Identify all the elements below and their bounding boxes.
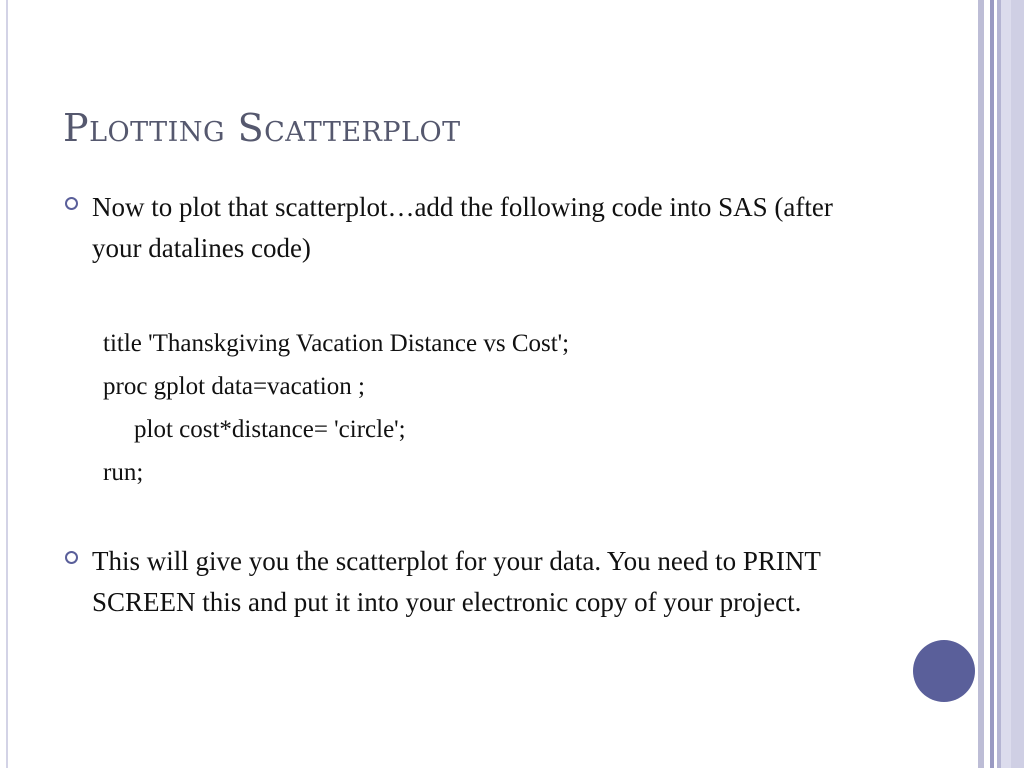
bullet-item [65, 541, 865, 623]
decorative-circle-icon [913, 640, 975, 702]
left-border-line [6, 0, 8, 768]
code-line: plot cost*distance= 'circle'; [134, 416, 406, 443]
code-line: title 'Thanskgiving Vacation Distance vs Cost'; [103, 330, 570, 357]
bullet-circle-icon [65, 197, 78, 210]
slide-title: Plotting Scatterplot [63, 106, 461, 150]
bullet-item [65, 187, 865, 269]
bullet-text: This will give you the scatterplot for your data. You need to PRINT SCREEN this and put it into your electronic copy of your project. [92, 546, 821, 617]
right-decorative-stripes [978, 0, 1024, 768]
bullet-circle-icon [65, 551, 78, 564]
bullet-text: Now to plot that scatterplot…add the following code into SAS (after your datalines code) [92, 192, 833, 263]
code-line: proc gplot data=vacation ; [103, 373, 365, 400]
code-line: run; [103, 459, 144, 486]
code-block [103, 322, 569, 494]
